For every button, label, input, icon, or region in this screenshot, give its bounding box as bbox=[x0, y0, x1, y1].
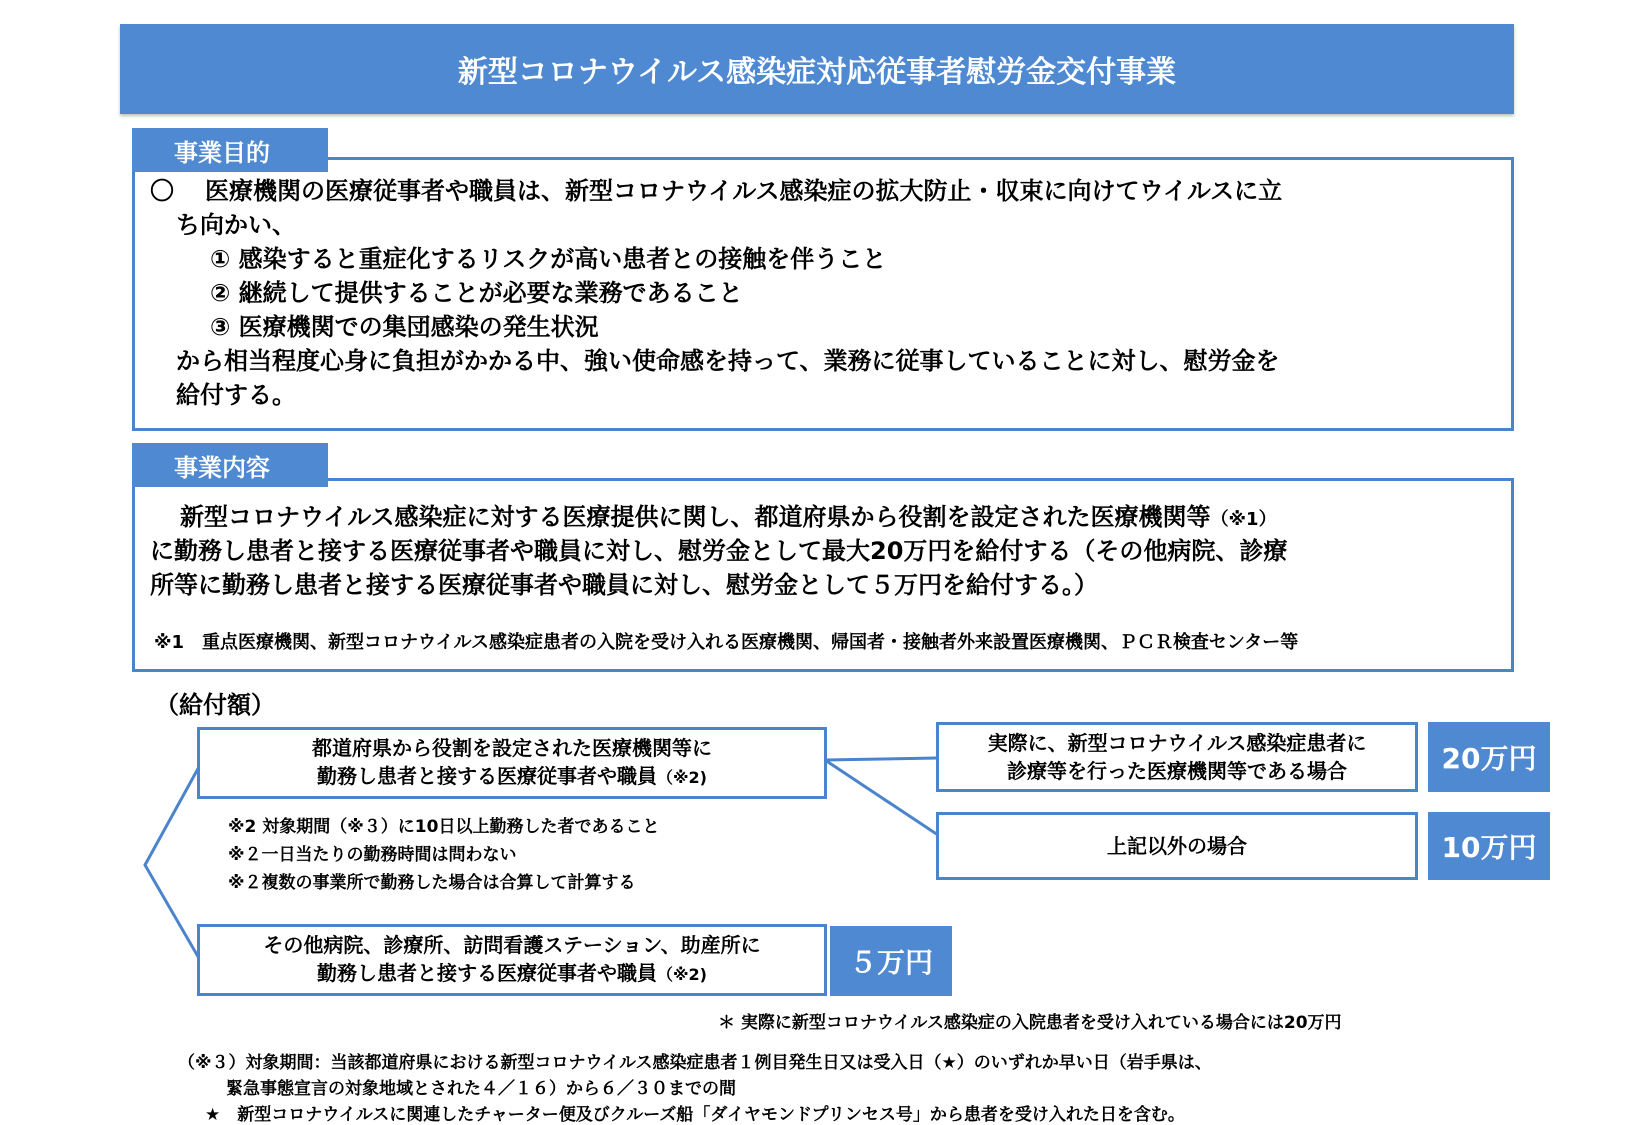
purpose-marker: 〇 bbox=[150, 177, 174, 205]
box-a-line-2-text: 勤務し患者と接する医療従事者や職員 bbox=[316, 764, 657, 788]
box-d-note: （※2) bbox=[656, 965, 707, 984]
box-b-line-2: 診療等を行った医療機関等である場合 bbox=[1007, 759, 1347, 783]
content-tab: 事業内容 bbox=[132, 443, 328, 487]
note-a-3: ※２複数の事業所で勤務した場合は合算して計算する bbox=[228, 873, 636, 893]
purpose-item-2: ② 継続して提供することが必要な業務であること bbox=[210, 279, 743, 307]
box-c-line-1: 上記以外の場合 bbox=[1107, 834, 1247, 858]
star-note: ＊ 実際に新型コロナウイルス感染症の入院患者を受け入れている場合には20万円 bbox=[718, 1013, 1342, 1033]
box-b-line-1: 実際に、新型コロナウイルス感染症患者に bbox=[987, 731, 1367, 755]
payment-label: （給付額） bbox=[155, 691, 275, 719]
connector-to-10man bbox=[825, 760, 938, 835]
content-line-3: 所等に勤務し患者と接する医療従事者や職員に対し、慰労金として５万円を給付する。） bbox=[150, 571, 1098, 599]
amount-5man: ５万円 bbox=[830, 926, 952, 996]
box-other-facilities bbox=[197, 924, 827, 996]
connector-to-20man bbox=[825, 758, 938, 760]
content-note: ※1 重点医療機関、新型コロナウイルス感染症患者の入院を受け入れる医療機関、帰国者・接触者外来設置医療機関、ＰＣＲ検査センター等 bbox=[154, 632, 1299, 653]
purpose-line-2: ち向かい、 bbox=[176, 211, 296, 239]
footnote-line-3: ★ 新型コロナウイルスに関連したチャーター便及びクルーズ船「ダイヤモンドプリンセス号」から患者を受け入れた日を含む。 bbox=[205, 1105, 1185, 1125]
footnote-line-1: （※３）対象期間：当該都道府県における新型コロナウイルス感染症患者１例目発生日又は受入日（★）のいずれか早い日（岩手県は、 bbox=[178, 1053, 1212, 1073]
box-d-line-1: その他病院、診療所、訪問看護ステーション、助産所に bbox=[263, 933, 761, 957]
content-line-1-text: 新型コロナウイルス感染症に対する医療提供に関し、都道府県から役割を設定された医療機関等 bbox=[180, 503, 1211, 531]
box-a-line-1: 都道府県から役割を設定された医療機関等に bbox=[312, 736, 712, 760]
content-line-2: に勤務し患者と接する医療従事者や職員に対し、慰労金として最大20万円を給付する（その他病院、診療 bbox=[150, 537, 1288, 565]
amount-10man: 10万円 bbox=[1428, 812, 1550, 880]
box-d-line-2 bbox=[317, 959, 707, 989]
box-designated-institutions bbox=[197, 727, 827, 799]
box-d-line-2-text: 勤務し患者と接する医療従事者や職員 bbox=[316, 961, 657, 985]
box-a-line-2 bbox=[317, 762, 707, 792]
bracket-line bbox=[145, 765, 200, 960]
note-a-2: ※２一日当たりの勤務時間は問わない bbox=[228, 845, 517, 865]
purpose-item-1: ① 感染すると重症化するリスクが高い患者との接触を伴うこと bbox=[210, 245, 887, 273]
box-other-cases bbox=[936, 812, 1418, 880]
box-treated-patients bbox=[936, 722, 1418, 792]
content-line-1-note: （※1） bbox=[1210, 509, 1277, 530]
purpose-line-1: 医療機関の医療従事者や職員は、新型コロナウイルス感染症の拡大防止・収束に向けてウイルスに立 bbox=[205, 177, 1283, 205]
amount-20man: 20万円 bbox=[1428, 722, 1550, 792]
box-a-note: （※2) bbox=[656, 768, 707, 787]
purpose-item-3: ③ 医療機関での集団感染の発生状況 bbox=[210, 313, 599, 341]
note-a-1: ※2 対象期間（※３）に10日以上勤務した者であること bbox=[228, 817, 660, 837]
footnote-line-2: 緊急事態宣言の対象地域とされた４／１６）から６／３０までの間 bbox=[226, 1079, 736, 1099]
purpose-line-6: から相当程度心身に負担がかかる中、強い使命感を持って、業務に従事していることに対し、慰労金を bbox=[176, 347, 1280, 375]
page-title: 新型コロナウイルス感染症対応従事者慰労金交付事業 bbox=[120, 24, 1514, 114]
purpose-line-7: 給付する。 bbox=[176, 381, 296, 409]
purpose-tab: 事業目的 bbox=[132, 128, 328, 172]
